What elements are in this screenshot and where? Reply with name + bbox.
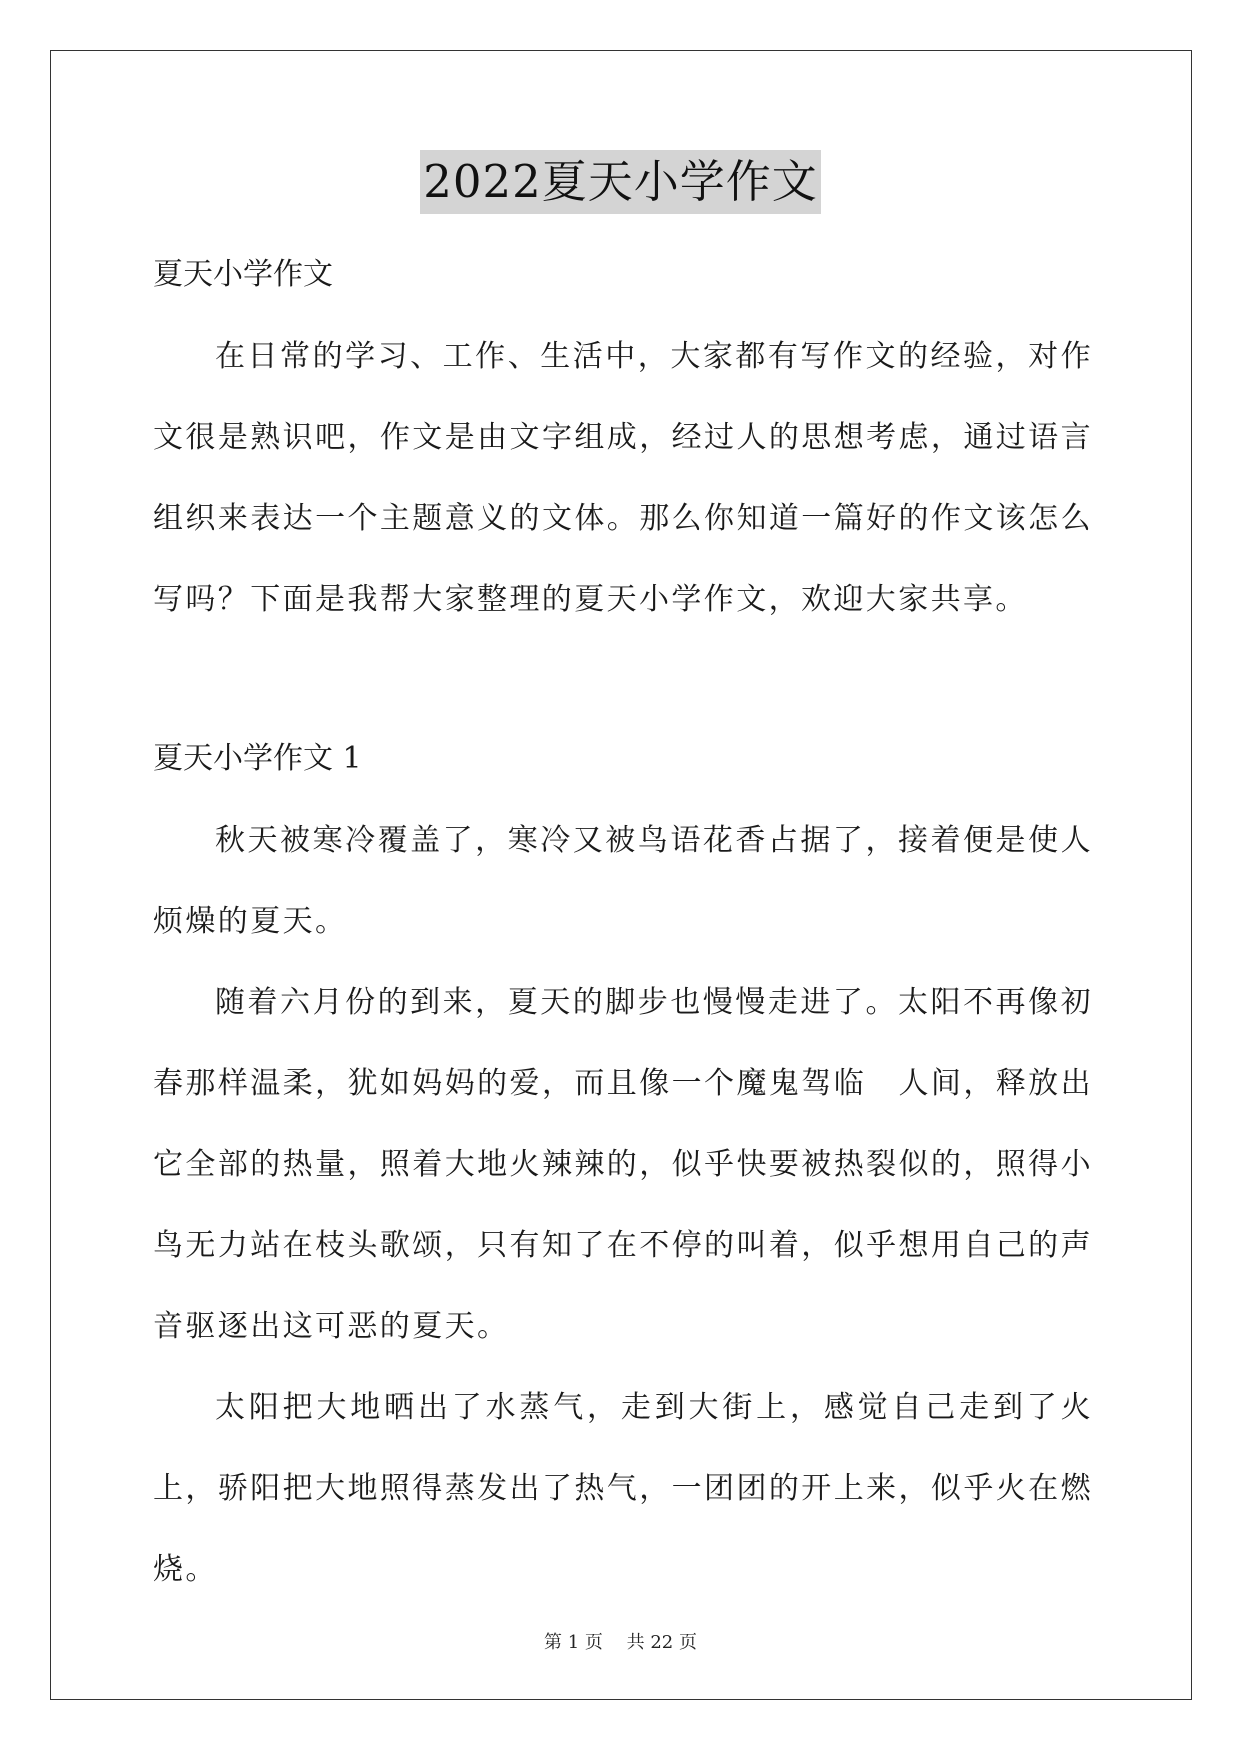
page-number-footer: 第 1 页 共 22 页: [544, 1632, 697, 1653]
section-heading: 夏天小学作文 1: [153, 741, 362, 776]
document-title: 2022夏天小学作文: [420, 150, 821, 214]
body-paragraph: 太阳把大地晒出了水蒸气，走到大街上，感觉自己走到了火上，骄阳把大地照得蒸发出了热气，一团团的开上来，似乎火在燃烧。: [153, 1390, 1093, 1587]
intro-paragraph: 在日常的学习、工作、生活中，大家都有写作文的经验，对作文很是熟识吧，作文是由文字组成，经过人的思想考虑，通过语言组织来表达一个主题意义的文体。那么你知道一篇好的作文该怎么写吗？下面是我帮大家整理的夏天小学作文，欢迎大家共享。: [153, 339, 1093, 617]
body-paragraph: 秋天被寒冷覆盖了，寒冷又被鸟语花香占据了，接着便是使人烦燥的夏天。: [153, 823, 1093, 939]
intro-heading: 夏天小学作文: [153, 257, 333, 292]
title-container: [0, 150, 1241, 214]
body-paragraph: 随着六月份的到来，夏天的脚步也慢慢走进了。太阳不再像初春那样温柔，犹如妈妈的爱，而且像一个魔鬼驾临 人间，释放出它全部的热量，照着大地火辣辣的，似乎快要被热裂似的，照得小鸟无力站在枝头歌颂，只有知了在不停的叫着，似乎想用自己的声音驱逐出这可恶的夏天。: [153, 985, 1093, 1344]
section-spacer: [153, 640, 1093, 718]
document-body: [153, 234, 1093, 1610]
